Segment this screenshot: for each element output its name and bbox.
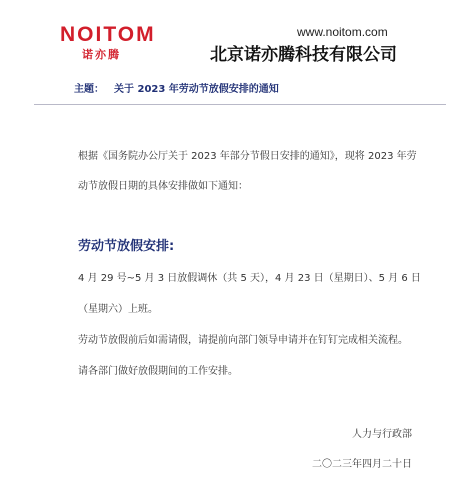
schedule-line-2: （星期六）上班。: [78, 304, 158, 315]
subject-line: [74, 85, 279, 95]
logo-chinese-name: 诺亦腾: [82, 48, 121, 61]
intro-line-1: 根据《国务院办公厅关于 2023 年部分节假日安排的通知》，现将 2023 年劳: [78, 151, 417, 162]
logo-wordmark: NOITOM: [60, 23, 156, 46]
intro-line-2: 动节放假日期的具体安排做如下通知：: [78, 181, 248, 192]
subject-text: 关于 2023 年劳动节放假安排的通知: [114, 84, 279, 95]
signature-date: 二〇二三年四月二十日: [312, 459, 412, 470]
leave-note: 劳动节放假前后如需请假，请提前向部门领导申请并在钉钉完成相关流程。: [78, 335, 408, 346]
work-note: 请各部门做好放假期间的工作安排。: [78, 366, 238, 377]
signature-department: 人力与行政部: [352, 429, 412, 440]
company-name: 北京诺亦腾科技有限公司: [210, 45, 397, 65]
schedule-line-1: 4 月 29 号~5 月 3 日放假调休（共 5 天），4 月 23 日（星期日）、5 月 6 日: [78, 273, 421, 284]
website-url: www.noitom.com: [297, 25, 388, 39]
subject-label: 主题：: [74, 84, 104, 95]
subject-bar: [34, 82, 446, 105]
section-title: 劳动节放假安排:: [78, 239, 175, 254]
